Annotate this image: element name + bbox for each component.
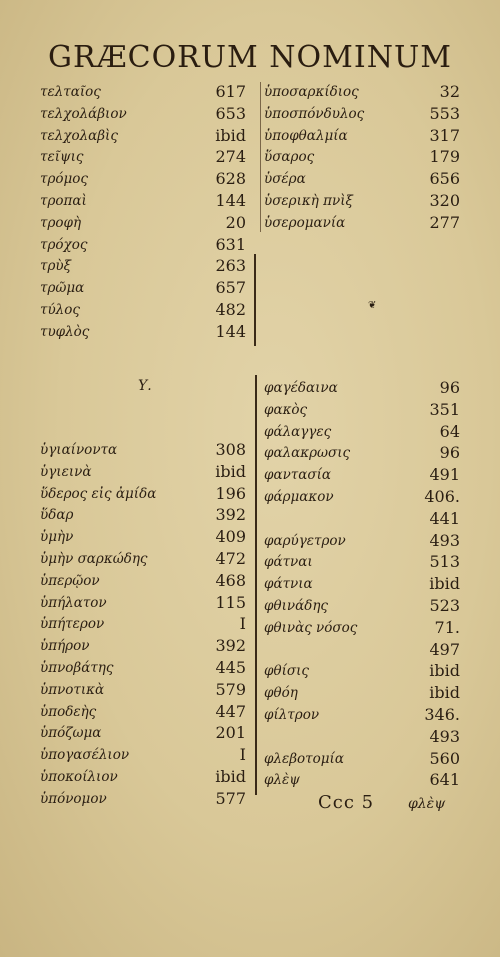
entry-word: φαρύγετρον [264, 532, 346, 549]
index-entry [40, 278, 250, 300]
index-entry [40, 462, 250, 484]
entry-page-number: 409 [215, 527, 246, 547]
catchword: φλὲψ [408, 796, 446, 812]
index-entry [264, 727, 462, 749]
index-entry [40, 636, 250, 658]
index-entry [264, 770, 462, 792]
index-entry [40, 723, 250, 745]
entry-word: ὑμὴν σαρκώδης [40, 550, 148, 567]
entry-word: ὑποφθαλμία [264, 127, 348, 144]
entry-page-number: 493 [429, 530, 460, 550]
entry-word: ὑπήτερον [40, 616, 105, 633]
index-entry [40, 767, 250, 789]
entry-page-number: 96 [439, 443, 460, 463]
index-entry [264, 147, 462, 169]
index-entry [264, 749, 462, 771]
entry-word: τύλος [40, 301, 80, 318]
entry-word: φαντασία [264, 467, 331, 484]
index-entry [264, 640, 462, 662]
entry-word: τελχολάβιον [40, 105, 127, 122]
entry-page-number: 513 [429, 552, 460, 572]
entry-page-number: ibid [215, 766, 246, 786]
entry-word: τεῖψις [40, 149, 84, 166]
index-entry [40, 658, 250, 680]
entry-word: ὕδαρ [40, 507, 74, 524]
index-entry [40, 571, 250, 593]
index-entry [40, 147, 250, 169]
entry-page-number: 115 [215, 592, 246, 612]
index-entry [264, 574, 462, 596]
entry-word: τρόμος [40, 171, 88, 188]
index-entry [264, 213, 462, 235]
entry-word: ὑπήρον [40, 638, 90, 655]
column-rule-mid [254, 254, 256, 346]
entry-page-number: 553 [429, 103, 460, 123]
entry-word: φάτναι [264, 554, 313, 571]
index-column-left-bottom [40, 440, 250, 811]
index-entry [40, 235, 250, 257]
entry-word: φάτνια [264, 576, 313, 593]
entry-word: ὑποδεὴς [40, 703, 97, 720]
entry-page-number: 468 [215, 570, 246, 590]
index-entry [264, 487, 462, 509]
index-entry [40, 527, 250, 549]
page-title: GRÆCORUM NOMINUM [48, 40, 452, 75]
entry-page-number: 441 [429, 508, 460, 528]
entry-page-number: 628 [215, 169, 246, 189]
entry-page-number: 631 [215, 234, 246, 254]
entry-page-number: 196 [215, 483, 246, 503]
entry-page-number: 472 [215, 548, 246, 568]
entry-page-number: 144 [215, 190, 246, 210]
entry-page-number: 445 [215, 657, 246, 677]
index-entry [264, 509, 462, 531]
entry-word: φάλαγγες [264, 423, 332, 440]
entry-word: ὑποσαρκίδιος [264, 84, 359, 100]
entry-word: ὕσαρος [264, 149, 315, 166]
index-entry [40, 256, 250, 278]
entry-page-number: 497 [429, 639, 460, 659]
entry-page-number: 657 [215, 278, 246, 298]
index-entry [264, 104, 462, 126]
column-rule-bottom [255, 375, 257, 795]
entry-word: φαγέδαινα [264, 380, 338, 396]
entry-page-number: ibid [429, 661, 460, 681]
index-entry [264, 465, 462, 487]
entry-word: ὑσέρα [264, 171, 306, 188]
entry-word: φθόη [264, 685, 298, 702]
column-rule-top [260, 82, 261, 232]
index-column-right-top [264, 82, 462, 235]
entry-page-number: 406. [424, 486, 460, 506]
entry-word: φακὸς [264, 401, 308, 418]
index-entry [264, 552, 462, 574]
entry-page-number: 351 [429, 399, 460, 419]
index-entry [264, 618, 462, 640]
index-entry [40, 169, 250, 191]
entry-word: ὑγιαίνοντα [40, 442, 118, 458]
index-entry [40, 300, 250, 322]
index-entry [40, 191, 250, 213]
entry-word: ὑσερικὴ πνὶξ [264, 192, 353, 209]
index-entry [264, 126, 462, 148]
entry-word: ὑπνοβάτης [40, 659, 114, 676]
entry-page-number: 317 [429, 125, 460, 145]
index-entry [40, 126, 250, 148]
index-entry [40, 213, 250, 235]
entry-page-number: 201 [215, 723, 246, 743]
entry-page-number: I [239, 614, 246, 634]
entry-word: ὕδερος εἰς ἀμίδα [40, 485, 157, 502]
entry-word: τελταῖος [40, 84, 101, 100]
entry-page-number: 32 [439, 82, 460, 101]
entry-page-number: 491 [429, 465, 460, 485]
entry-page-number: 320 [429, 190, 460, 210]
entry-page-number: 617 [215, 82, 246, 101]
entry-word: ὑπνοτικὰ [40, 681, 105, 698]
entry-page-number: 346. [424, 704, 460, 724]
entry-word: φαλακρωσις [264, 445, 351, 462]
index-entry [264, 443, 462, 465]
entry-page-number: 179 [429, 147, 460, 167]
index-entry [40, 505, 250, 527]
index-entry [40, 82, 250, 104]
index-entry [264, 400, 462, 422]
entry-page-number: 64 [439, 421, 460, 441]
entry-page-number: 523 [429, 595, 460, 615]
entry-page-number: ibid [215, 461, 246, 481]
entry-page-number: 579 [215, 679, 246, 699]
entry-page-number: 392 [215, 505, 246, 525]
index-entry [264, 191, 462, 213]
entry-word: ὑπόνομον [40, 790, 107, 807]
entry-page-number: 308 [215, 440, 246, 459]
entry-page-number: 656 [429, 169, 460, 189]
entry-word: ὑπογασέλιον [40, 747, 130, 764]
index-entry [264, 596, 462, 618]
entry-word: ὑποκοίλιον [40, 768, 118, 785]
index-entry [264, 378, 462, 400]
index-entry [40, 702, 250, 724]
entry-page-number: 71. [434, 617, 460, 637]
entry-word: φίλτρον [264, 706, 320, 723]
entry-word: τροφὴ [40, 214, 82, 231]
entry-page-number: 392 [215, 636, 246, 656]
index-entry [264, 661, 462, 683]
entry-word: τυφλὸς [40, 323, 90, 340]
index-entry [40, 680, 250, 702]
entry-page-number: I [239, 745, 246, 765]
entry-page-number: 641 [429, 770, 460, 790]
entry-word: φθίσις [264, 663, 309, 680]
entry-page-number: 96 [439, 378, 460, 397]
index-entry [40, 614, 250, 636]
entry-word: φάρμακον [264, 488, 334, 505]
ornament-mark: ❦ [368, 300, 377, 311]
entry-page-number: 482 [215, 299, 246, 319]
index-entry [264, 683, 462, 705]
entry-page-number: 577 [215, 788, 246, 808]
entry-word: ὑπόζωμα [40, 725, 102, 742]
entry-word: τελχολαβὶς [40, 127, 118, 144]
entry-word: ὑσερομανία [264, 214, 346, 231]
index-entry [264, 705, 462, 727]
entry-word: φλεβοτομία [264, 750, 344, 767]
entry-page-number: 144 [215, 321, 246, 341]
entry-word: τρῶμα [40, 280, 85, 297]
entry-word: φλὲψ [264, 772, 300, 789]
entry-page-number: ibid [429, 574, 460, 594]
entry-word: φθινάδης [264, 597, 328, 614]
entry-word: ὑμὴν [40, 529, 74, 546]
entry-page-number: 560 [429, 748, 460, 768]
index-entry [40, 322, 250, 344]
index-entry [40, 549, 250, 571]
section-letter-upsilon: Υ. [138, 378, 152, 394]
entry-page-number: 493 [429, 726, 460, 746]
index-column-right-bottom [264, 378, 462, 792]
entry-page-number: 653 [215, 103, 246, 123]
entry-word: τρὺξ [40, 258, 72, 275]
entry-page-number: 20 [225, 212, 246, 232]
entry-word: ὑπήλατον [40, 594, 107, 611]
index-column-left-top [40, 82, 250, 344]
entry-word: ὑγιεινὰ [40, 463, 92, 480]
entry-page-number: 263 [215, 256, 246, 276]
entry-word: ὑποσπόνδυλος [264, 105, 365, 122]
entry-page-number: 274 [215, 147, 246, 167]
entry-word: φθινὰς νόσος [264, 619, 358, 636]
index-entry [40, 104, 250, 126]
index-entry [40, 745, 250, 767]
entry-word: ὑπερῷον [40, 572, 100, 589]
entry-word: τροπαὶ [40, 192, 87, 209]
index-entry [40, 593, 250, 615]
entry-page-number: 447 [215, 701, 246, 721]
index-entry [40, 484, 250, 506]
index-entry [40, 440, 250, 462]
entry-word: τρόχος [40, 236, 88, 253]
signature-mark: Ccc 5 [318, 792, 375, 813]
index-entry [264, 169, 462, 191]
index-entry [264, 531, 462, 553]
index-entry [40, 789, 250, 811]
entry-page-number: 277 [429, 212, 460, 232]
entry-page-number: ibid [215, 125, 246, 145]
entry-page-number: ibid [429, 683, 460, 703]
index-entry [264, 422, 462, 444]
index-entry [264, 82, 462, 104]
